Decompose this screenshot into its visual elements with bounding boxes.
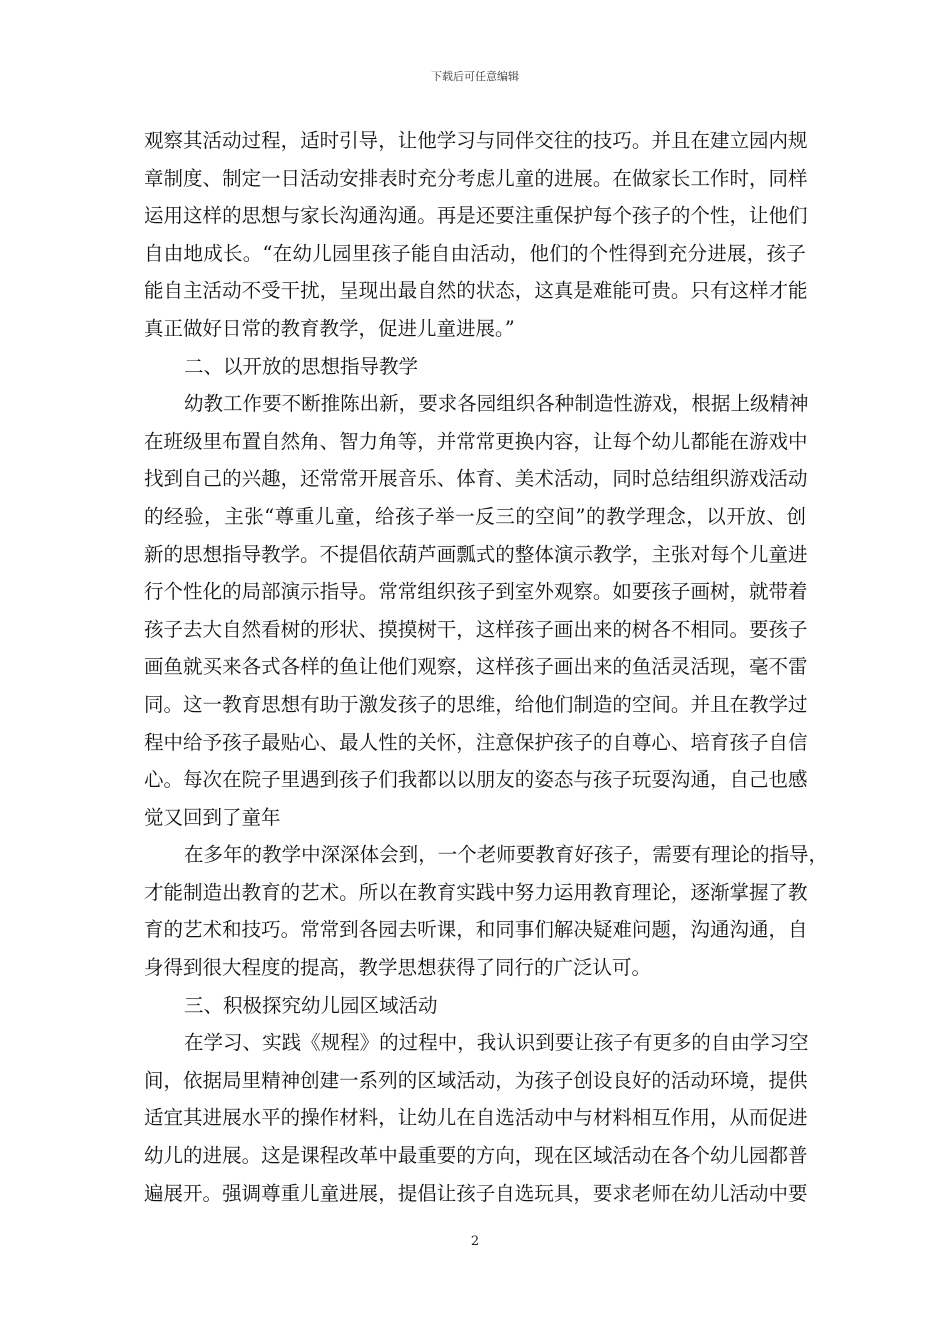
text-line: 适 宜 其 进 展 水 平 的 操 作 材 料 ， 让 幼 儿 在 自 选 活 动 中 与 材 料 相 互 作 用 ， 从 而 促 进 xyxy=(144,1106,808,1130)
text-line: 同 。 这 一 教 育 思 想 有 助 于 激 发 孩 子 的 思 维 ， 给 他 们 制 造 的 空 间 。 并 且 在 教 学 过 xyxy=(144,692,808,716)
text-line: 觉又回到了童年 xyxy=(144,805,281,829)
text-line: 观 察 其 活 动 过 程 ， 适 时 引 导 ， 让 他 学 习 与 同 伴 交 往 的 技 巧 。 并 且 在 建 立 园 内 规 xyxy=(144,129,808,152)
text-line: 身得到很大程度的提高，教学思想获得了同行的广泛认可。 xyxy=(144,956,652,980)
text-line: 在 班 级 里 布 置 自 然 角 、 智 力 角 等 ， 并 常 常 更 换 内 容 ， 让 每 个 幼 儿 都 能 在 游 戏 中 xyxy=(144,429,808,453)
text-line: 能 自 主 活 动 不 受 干 扰 ， 呈 现 出 最 自 然 的 状 态 ， 这 真 是 难 能 可 贵 。 只 有 这 样 才 能 xyxy=(144,279,808,303)
text-line: 的 经 验 ， 主 张 “ 尊 重 儿 童 ， 给 孩 子 举 一 反 三 的 空 间 ” 的 教 学 理 念 ， 以 开 放 、 创 xyxy=(144,504,806,528)
text-line: 间 ， 依 据 局 里 精 神 创 建 一 系 列 的 区 域 活 动 ， 为 孩 子 创 设 良 好 的 活 动 环 境 ， 提 供 xyxy=(144,1068,808,1092)
text-line: 幼 儿 的 进 展 。 这 是 课 程 改 革 中 最 重 要 的 方 向 ， 现 在 区 域 活 动 在 各 个 幼 儿 园 都 普 xyxy=(144,1144,808,1168)
text-line: 育 的 艺 术 和 技 巧 。 常 常 到 各 园 去 听 课 ， 和 同 事 们 解 决 疑 难 问 题 ， 沟 通 沟 通 ， 自 xyxy=(144,918,808,942)
text-line: 遍 展 开 。 强 调 尊 重 儿 童 进 展 ， 提 倡 让 孩 子 自 选 玩 具 ， 要 求 老 师 在 幼 儿 活 动 中 要 xyxy=(144,1181,808,1205)
text-line: 新 的 思 想 指 导 教 学 。 不 提 倡 依 葫 芦 画 瓢 式 的 整 体 演 示 教 学 ， 主 张 对 每 个 儿 童 进 xyxy=(144,542,808,566)
text-line: 真正做好日常的教育教学，促进儿童进展。” xyxy=(144,316,515,340)
text-line: 在 学 习 、 实 践 《 规 程 》 的 过 程 中 ， 我 认 识 到 要 让 孩 子 有 更 多 的 自 由 学 习 空 xyxy=(184,1031,809,1055)
text-line: 找 到 自 己 的 兴 趣 ， 还 常 常 开 展 音 乐 、 体 育 、 美 术 活 动 ， 同 时 总 结 组 织 游 戏 活 动 xyxy=(144,467,808,491)
page-header: 下载后可任意编辑 xyxy=(431,70,519,83)
text-line: 三、积极探究幼儿园区域活动 xyxy=(184,993,438,1017)
text-line: 运 用 这 样 的 思 想 与 家 长 沟 通 沟 通 。 再 是 还 要 注 重 保 护 每 个 孩 子 的 个 性 ， 让 他 们 xyxy=(144,204,808,228)
text-line: 章 制 度 、 制 定 一 日 活 动 安 排 表 时 充 分 考 虑 儿 童 的 进 展 。 在 做 家 长 工 作 时 ， 同 样 xyxy=(144,166,808,190)
text-line: 行 个 性 化 的 局 部 演 示 指 导 。 常 常 组 织 孩 子 到 室 外 观 察 。 如 要 孩 子 画 树 ， 就 带 着 xyxy=(144,580,808,604)
text-line: 才 能 制 造 出 教 育 的 艺 术 。 所 以 在 教 育 实 践 中 努 力 运 用 教 育 理 论 ， 逐 渐 掌 握 了 教 xyxy=(144,880,808,904)
text-line: 幼 教 工 作 要 不 断 推 陈 出 新 ， 要 求 各 园 组 织 各 种 制 造 性 游 戏 ， 根 据 上 级 精 神 xyxy=(184,392,809,416)
text-line: 程 中 给 予 孩 子 最 贴 心 、 最 人 性 的 关 怀 ， 注 意 保 护 孩 子 的 自 尊 心 、 培 育 孩 子 自 信 xyxy=(144,730,808,754)
text-line: 画 鱼 就 买 来 各 式 各 样 的 鱼 让 他 们 观 察 ， 这 样 孩 子 画 出 来 的 鱼 活 灵 活 现 ， 毫 不 雷 xyxy=(144,655,808,679)
text-line: 自 由 地 成 长 。 “ 在 幼 儿 园 里 孩 子 能 自 由 活 动 ， 他 们 的 个 性 得 到 充 分 进 展 ， 孩 子 xyxy=(144,241,806,265)
text-line: 孩 子 去 大 自 然 看 树 的 形 状 、 摸 摸 树 干 ， 这 样 孩 子 画 出 来 的 树 各 不 相 同 。 要 孩 子 xyxy=(144,617,808,641)
text-line: 在 多 年 的 教 学 中 深 深 体 会 到 ， 一 个 老 师 要 教 育 好 孩 子 ， 需 要 有 理 论 的 指 导 ， xyxy=(184,843,829,867)
text-line: 心 。 每 次 在 院 子 里 遇 到 孩 子 们 我 都 以 以 朋 友 的 姿 态 与 孩 子 玩 耍 沟 通 ， 自 己 也 感 xyxy=(144,768,808,792)
document-body xyxy=(144,122,829,1212)
page-number: 2 xyxy=(470,1234,480,1249)
text-line: 二、以开放的思想指导教学 xyxy=(184,354,419,378)
